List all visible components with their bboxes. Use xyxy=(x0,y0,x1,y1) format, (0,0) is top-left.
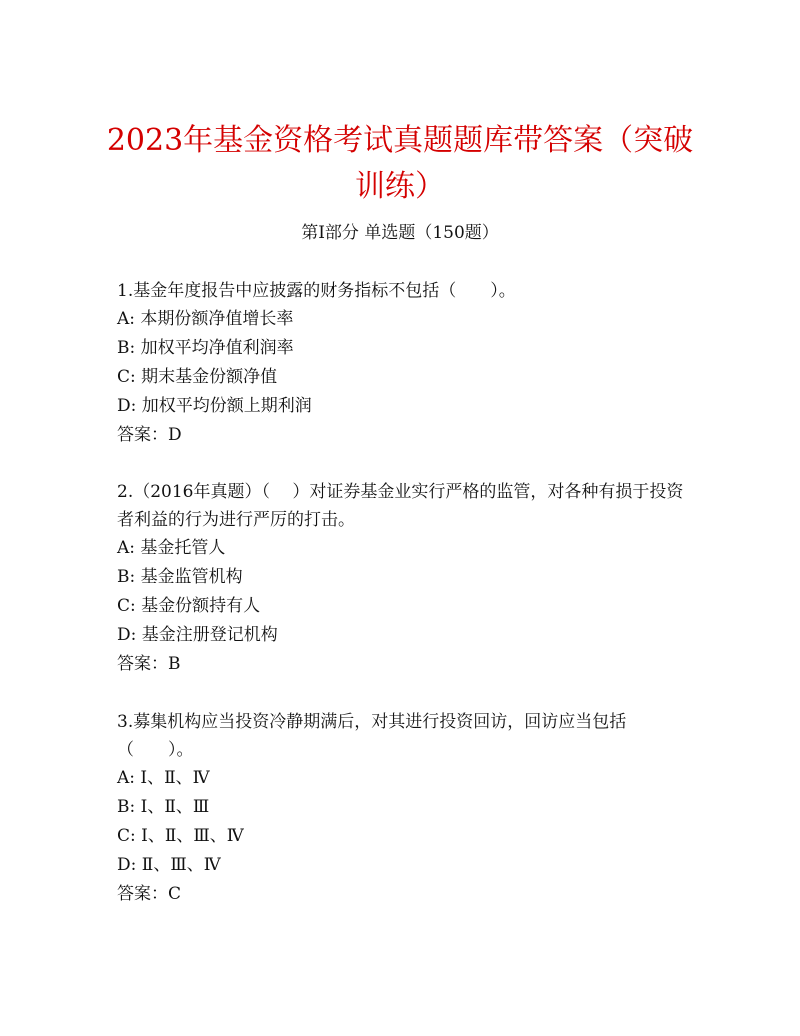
option-a: A: 基金托管人 xyxy=(117,538,226,558)
option-b: B: Ⅰ、Ⅱ、Ⅲ xyxy=(117,797,210,817)
option-a: A: 本期份额净值增长率 xyxy=(117,309,294,329)
option-b: B: 基金监管机构 xyxy=(117,567,243,587)
question-2 xyxy=(117,478,687,679)
option-c: C: 期末基金份额净值 xyxy=(117,367,278,387)
question-stem: 3.募集机构应当投资冷静期满后，对其进行投资回访，回访应当包括（ ）。 xyxy=(117,712,627,760)
option-d: D: Ⅱ、Ⅲ、Ⅳ xyxy=(117,855,221,875)
option-d: D: 加权平均份额上期利润 xyxy=(117,396,312,416)
question-stem: 2.（2016年真题）（ ）对证券基金业实行严格的监管，对各种有损于投资者利益的行为进行严厉的打击。 xyxy=(117,482,684,530)
question-1 xyxy=(117,277,687,450)
option-c: C: 基金份额持有人 xyxy=(117,596,261,616)
option-c: C: Ⅰ、Ⅱ、Ⅲ、Ⅳ xyxy=(117,826,244,846)
question-stem: 1.基金年度报告中应披露的财务指标不包括（ ）。 xyxy=(117,281,516,301)
option-a: A: Ⅰ、Ⅱ、Ⅳ xyxy=(117,768,210,788)
option-b: B: 加权平均净值利润率 xyxy=(117,338,294,358)
option-d: D: 基金注册登记机构 xyxy=(117,625,278,645)
document-title: 2023年基金资格考试真题题库带答案（突破训练） xyxy=(106,123,694,204)
answer: 答案：D xyxy=(117,425,182,445)
answer: 答案：B xyxy=(117,654,181,674)
question-3 xyxy=(117,708,687,909)
answer: 答案：C xyxy=(117,884,182,904)
section-heading: 第Ⅰ部分 单选题（150题） xyxy=(301,223,499,243)
